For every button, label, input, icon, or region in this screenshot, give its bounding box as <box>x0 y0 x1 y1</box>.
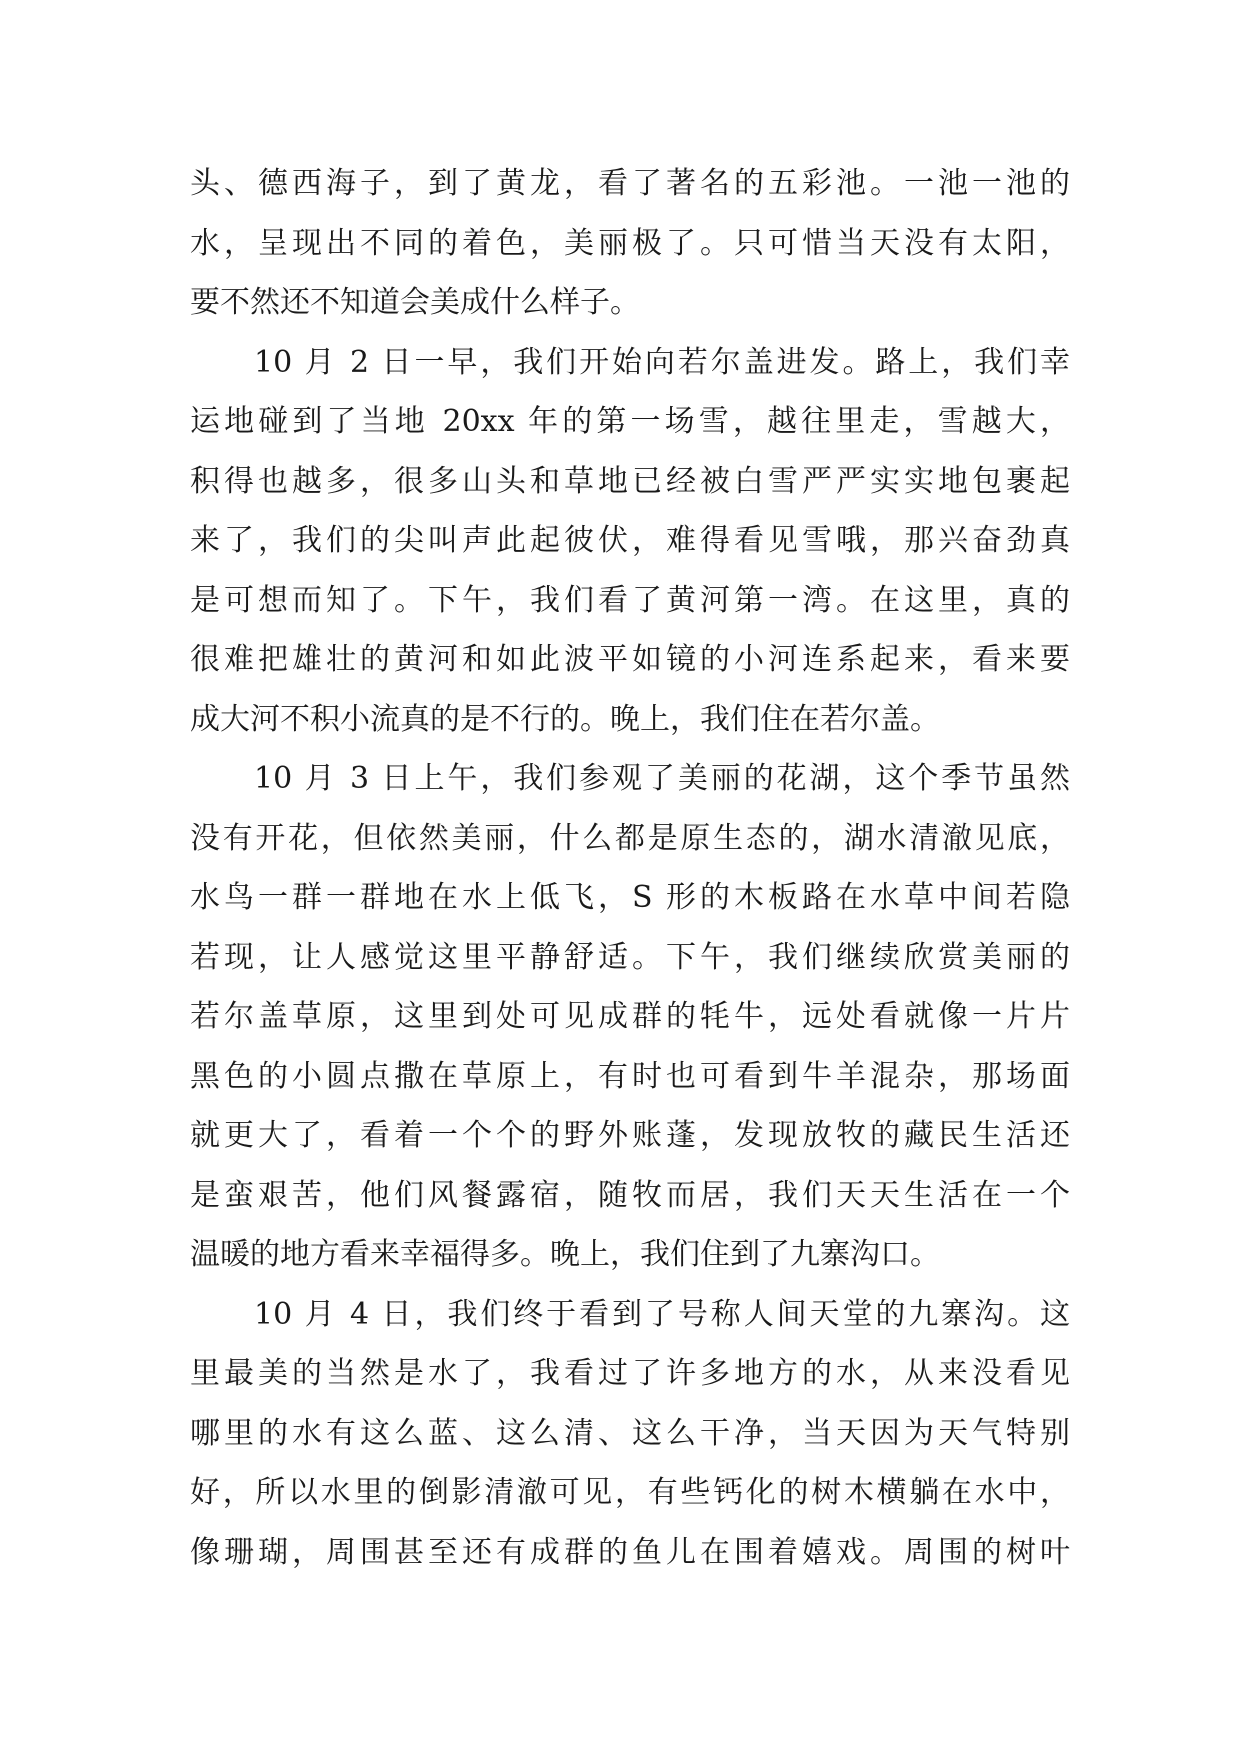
text-line: 若尔盖草原，这里到处可见成群的牦牛，远处看就像一片片 <box>190 999 1070 1034</box>
text-line: 是蛮艰苦，他们风餐露宿，随牧而居，我们天天生活在一个 <box>190 1177 1070 1213</box>
text-line: 里最美的当然是水了，我看过了许多地方的水，从来没看见 <box>190 1356 1070 1391</box>
text-line: 哪里的水有这么蓝、这么清、这么干净，当天因为天气特别 <box>190 1415 1070 1451</box>
text-line: 要不然还不知道会美成什么样子。 <box>190 285 640 320</box>
text-line: 很难把雄壮的黄河和如此波平如镜的小河连系起来，看来要 <box>190 642 1070 677</box>
text-line: 10 月 2 日一早，我们开始向若尔盖进发。路上，我们幸 <box>254 344 1070 380</box>
text-line: 运地碰到了当地 20xx 年的第一场雪，越往里走，雪越大， <box>190 404 1070 439</box>
text-line: 像珊瑚，周围甚至还有成群的鱼儿在围着嬉戏。周围的树叶 <box>190 1534 1070 1570</box>
text-line: 10 月 4 日，我们终于看到了号称人间天堂的九寨沟。这 <box>254 1296 1070 1332</box>
text-line: 是可想而知了。下午，我们看了黄河第一湾。在这里，真的 <box>190 582 1070 618</box>
text-line: 水，呈现出不同的着色，美丽极了。只可惜当天没有太阳， <box>190 225 1070 261</box>
text-line: 没有开花，但依然美丽，什么都是原生态的，湖水清澈见底， <box>190 820 1070 856</box>
text-line: 成大河不积小流真的是不行的。晚上，我们住在若尔盖。 <box>190 701 940 737</box>
text-line: 10 月 3 日上午，我们参观了美丽的花湖，这个季节虽然 <box>254 761 1070 796</box>
text-line: 来了，我们的尖叫声此起彼伏，难得看见雪哦，那兴奋劲真 <box>190 523 1070 558</box>
text-line: 就更大了，看着一个个的野外账蓬，发现放牧的藏民生活还 <box>190 1118 1070 1153</box>
text-line: 好，所以水里的倒影清澈可见，有些钙化的树木横躺在水中， <box>190 1475 1070 1510</box>
text-line: 若现，让人感觉这里平静舒适。下午，我们继续欣赏美丽的 <box>190 939 1070 975</box>
text-line: 黑色的小圆点撒在草原上，有时也可看到牛羊混杂，那场面 <box>190 1058 1070 1094</box>
body-text <box>190 154 1070 1582</box>
text-line: 头、德西海子，到了黄龙，看了著名的五彩池。一池一池的 <box>190 166 1070 201</box>
text-line: 水鸟一群一群地在水上低飞，S 形的木板路在水草中间若隐 <box>190 880 1070 915</box>
text-line: 积得也越多，很多山头和草地已经被白雪严严实实地包裹起 <box>190 463 1070 499</box>
text-line: 温暖的地方看来幸福得多。晚上，我们住到了九寨沟口。 <box>190 1237 940 1272</box>
